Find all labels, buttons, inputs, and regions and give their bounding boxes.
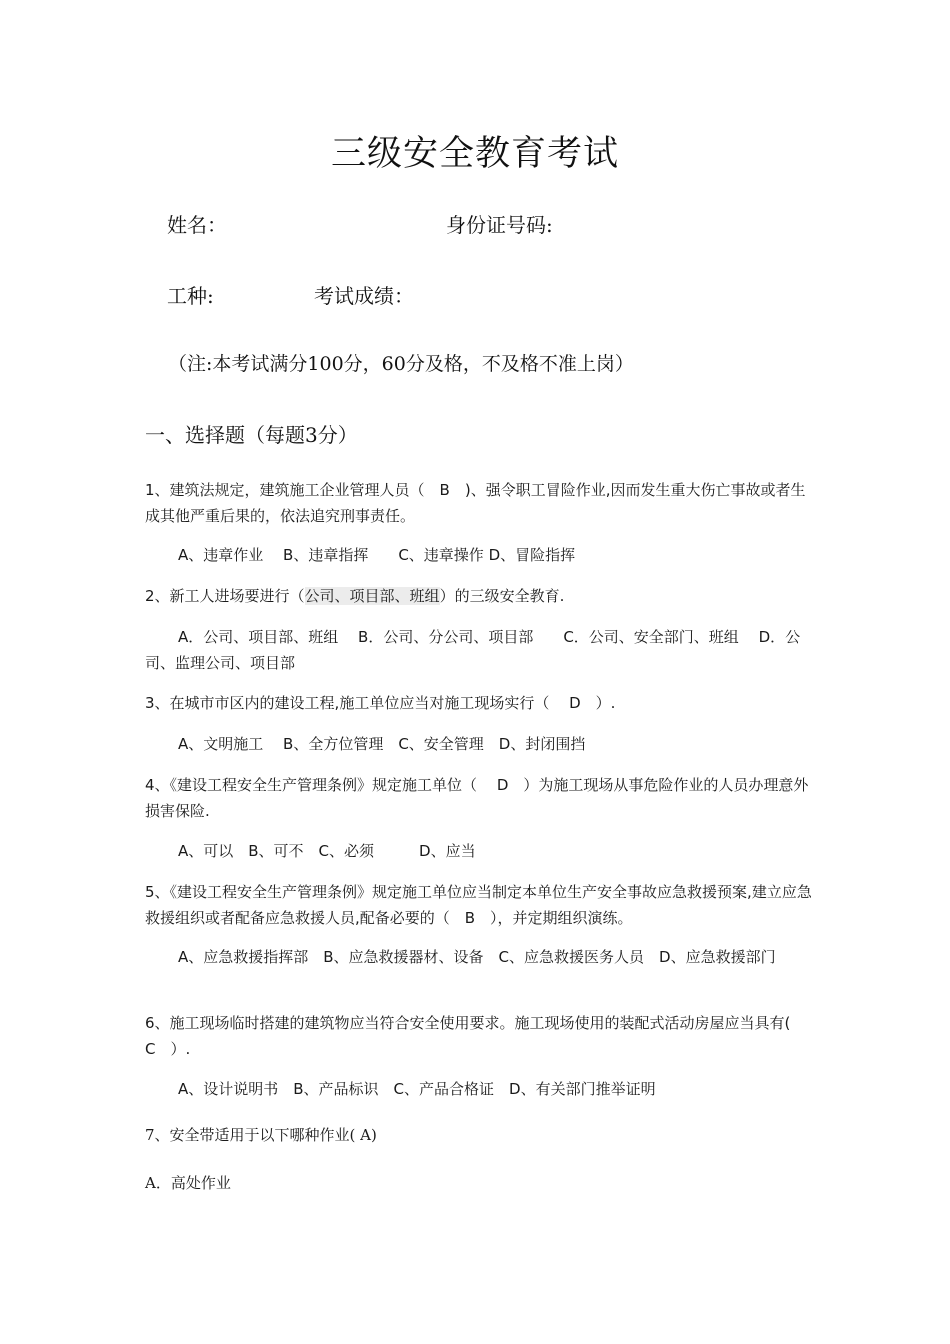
exam-note: （注:本考试满分100分，60分及格，不及格不准上岗） [168, 353, 634, 375]
question-5-options: A、应急救援指挥部 B、应急救援器材、设备 C、应急救援医务人员 D、应急救援部门 [178, 948, 776, 966]
question-6: 6、施工现场临时搭建的建筑物应当符合安全使用要求。施工现场使用的装配式活动房屋应当具有( C ）. [145, 1014, 806, 1058]
page-title: 三级安全教育考试 [330, 134, 619, 174]
id-number-label: 身份证号码: [446, 213, 553, 237]
question-7: 7、安全带适用于以下哪种作业( A) [145, 1126, 377, 1144]
job-type-label: 工种: [167, 284, 214, 308]
name-label: 姓名： [167, 213, 227, 237]
question-3-options: A、文明施工 B、全方位管理 C、安全管理 D、封闭围挡 [178, 735, 586, 753]
score-label: 考试成绩： [314, 284, 414, 308]
section-title: 一、选择题（每题3分） [145, 423, 358, 447]
question-2-text-post: ）的三级安全教育. [439, 587, 565, 605]
question-3: 3、在城市市区内的建设工程,施工单位应当对施工现场实行（ D ）. [145, 694, 616, 712]
question-1: 1、建筑法规定，建筑施工企业管理人员（ B )、强令职工冒险作业,因而发生重大伤亡事故或者生成其他严重后果的，依法追究刑事责任。 [145, 481, 806, 525]
question-2-options: A．公司、项目部、班组 B．公司、分公司、项目部 C．公司、安全部门、班组 D．公司、监理公司、项目部 [145, 628, 801, 672]
question-4: 4、《建设工程安全生产管理条例》规定施工单位（ D ）为施工现场从事危险作业的人员办理意外损害保险. [145, 776, 809, 820]
question-6-options: A、设计说明书 B、产品标识 C、产品合格证 D、有关部门推举证明 [178, 1080, 656, 1098]
question-2-text-pre: 2、新工人进场要进行（ [145, 587, 305, 605]
question-5: 5、《建设工程安全生产管理条例》规定施工单位应当制定本单位生产安全事故应急救援预案,建立应急救援组织或者配备应急救援人员,配备必要的（ B ），并定期组织演练。 [145, 883, 812, 927]
question-2-highlight: 公司、项目部、班组 [304, 587, 440, 605]
question-2 [145, 583, 815, 609]
question-4-options: A、可以 B、可不 C、必须 D、应当 [178, 842, 476, 860]
question-7-options: A．高处作业 [145, 1174, 231, 1192]
question-1-options: A、违章作业 B、违章指挥 C、违章操作 D、冒险指挥 [178, 546, 576, 564]
